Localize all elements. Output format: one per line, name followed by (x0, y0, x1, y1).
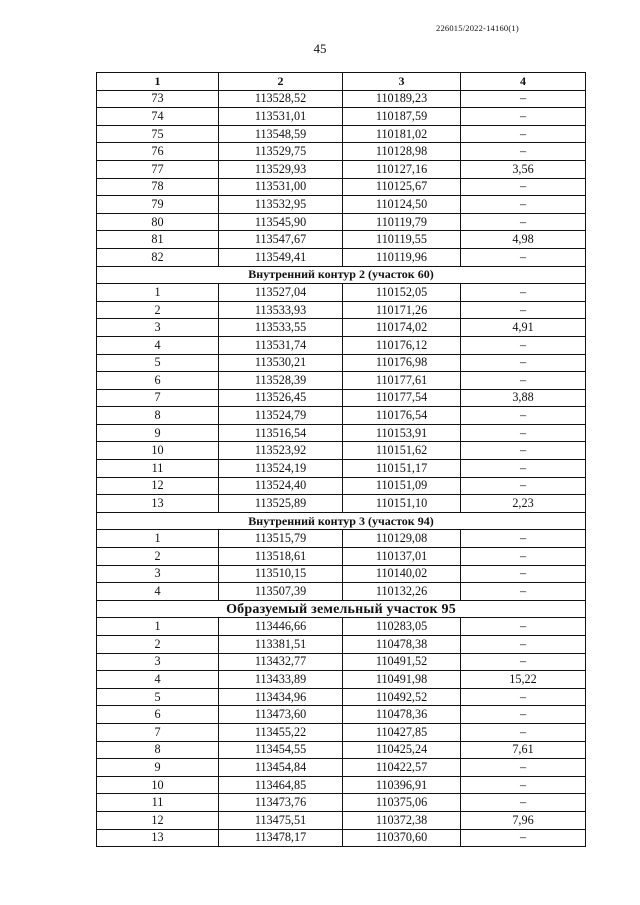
point-number-cell: 1 (97, 618, 219, 636)
x-coordinate-cell: 113527,04 (219, 284, 343, 302)
distance-cell: – (461, 213, 586, 231)
y-coordinate-cell: 110491,52 (343, 653, 461, 671)
point-number-cell: 10 (97, 442, 219, 460)
table-row (97, 160, 586, 178)
point-number-cell: 13 (97, 829, 219, 847)
distance-cell: – (461, 407, 586, 425)
y-coordinate-cell: 110153,91 (343, 424, 461, 442)
table-body (97, 90, 586, 847)
point-number-cell: 78 (97, 178, 219, 196)
y-coordinate-cell: 110187,59 (343, 108, 461, 126)
table-row (97, 354, 586, 372)
table-row (97, 196, 586, 214)
point-number-cell: 12 (97, 477, 219, 495)
point-number-cell: 3 (97, 653, 219, 671)
point-number-cell: 76 (97, 143, 219, 161)
y-coordinate-cell: 110119,55 (343, 231, 461, 249)
table-row (97, 424, 586, 442)
y-coordinate-cell: 110176,54 (343, 407, 461, 425)
x-coordinate-cell: 113524,19 (219, 460, 343, 478)
x-coordinate-cell: 113507,39 (219, 583, 343, 601)
distance-cell: – (461, 336, 586, 354)
coordinates-table (96, 72, 586, 847)
y-coordinate-cell: 110492,52 (343, 688, 461, 706)
section-header-row (97, 600, 586, 618)
point-number-cell: 1 (97, 530, 219, 548)
distance-cell: – (461, 284, 586, 302)
x-coordinate-cell: 113473,60 (219, 706, 343, 724)
y-coordinate-cell: 110425,24 (343, 741, 461, 759)
table-row (97, 90, 586, 108)
distance-cell: – (461, 442, 586, 460)
table-row (97, 231, 586, 249)
distance-cell: 15,22 (461, 671, 586, 689)
x-coordinate-cell: 113524,79 (219, 407, 343, 425)
y-coordinate-cell: 110129,08 (343, 530, 461, 548)
x-coordinate-cell: 113516,54 (219, 424, 343, 442)
section-header-row (97, 266, 586, 284)
y-coordinate-cell: 110119,96 (343, 248, 461, 266)
distance-cell: – (461, 354, 586, 372)
x-coordinate-cell: 113533,93 (219, 301, 343, 319)
table-row (97, 248, 586, 266)
document-number: 226015/2022-14160(1) (436, 23, 519, 33)
y-coordinate-cell: 110396,91 (343, 776, 461, 794)
x-coordinate-cell: 113475,51 (219, 811, 343, 829)
distance-cell: – (461, 424, 586, 442)
distance-cell: 4,98 (461, 231, 586, 249)
table-row (97, 706, 586, 724)
column-header: 1 (97, 73, 219, 91)
point-number-cell: 2 (97, 636, 219, 654)
y-coordinate-cell: 110177,54 (343, 389, 461, 407)
point-number-cell: 4 (97, 671, 219, 689)
header-row (97, 73, 586, 91)
point-number-cell: 77 (97, 160, 219, 178)
point-number-cell: 9 (97, 424, 219, 442)
table-row (97, 336, 586, 354)
x-coordinate-cell: 113478,17 (219, 829, 343, 847)
point-number-cell: 6 (97, 372, 219, 390)
x-coordinate-cell: 113528,39 (219, 372, 343, 390)
y-coordinate-cell: 110151,10 (343, 495, 461, 513)
point-number-cell: 79 (97, 196, 219, 214)
table-row (97, 319, 586, 337)
x-coordinate-cell: 113515,79 (219, 530, 343, 548)
point-number-cell: 7 (97, 389, 219, 407)
distance-cell: 3,88 (461, 389, 586, 407)
table-header (97, 73, 586, 91)
table-row (97, 653, 586, 671)
y-coordinate-cell: 110151,09 (343, 477, 461, 495)
table-row (97, 143, 586, 161)
table-row (97, 108, 586, 126)
distance-cell: – (461, 723, 586, 741)
table-row (97, 442, 586, 460)
y-coordinate-cell: 110125,67 (343, 178, 461, 196)
x-coordinate-cell: 113531,74 (219, 336, 343, 354)
x-coordinate-cell: 113528,52 (219, 90, 343, 108)
distance-cell: – (461, 178, 586, 196)
x-coordinate-cell: 113433,89 (219, 671, 343, 689)
section-title: Внутренний контур 2 (участок 60) (97, 266, 586, 284)
y-coordinate-cell: 110176,12 (343, 336, 461, 354)
column-header: 4 (461, 73, 586, 91)
y-coordinate-cell: 110152,05 (343, 284, 461, 302)
y-coordinate-cell: 110171,26 (343, 301, 461, 319)
x-coordinate-cell: 113531,01 (219, 108, 343, 126)
distance-cell: 3,56 (461, 160, 586, 178)
point-number-cell: 75 (97, 125, 219, 143)
table-row (97, 723, 586, 741)
point-number-cell: 3 (97, 565, 219, 583)
table-row (97, 530, 586, 548)
point-number-cell: 4 (97, 336, 219, 354)
distance-cell: 7,61 (461, 741, 586, 759)
y-coordinate-cell: 110189,23 (343, 90, 461, 108)
y-coordinate-cell: 110151,17 (343, 460, 461, 478)
point-number-cell: 2 (97, 548, 219, 566)
table-row (97, 301, 586, 319)
table-row (97, 618, 586, 636)
distance-cell: – (461, 196, 586, 214)
table-row (97, 671, 586, 689)
distance-cell: 4,91 (461, 319, 586, 337)
distance-cell: 2,23 (461, 495, 586, 513)
point-number-cell: 80 (97, 213, 219, 231)
x-coordinate-cell: 113529,93 (219, 160, 343, 178)
x-coordinate-cell: 113381,51 (219, 636, 343, 654)
point-number-cell: 6 (97, 706, 219, 724)
table-row (97, 372, 586, 390)
table-row (97, 548, 586, 566)
x-coordinate-cell: 113526,45 (219, 389, 343, 407)
x-coordinate-cell: 113510,15 (219, 565, 343, 583)
point-number-cell: 3 (97, 319, 219, 337)
y-coordinate-cell: 110132,26 (343, 583, 461, 601)
x-coordinate-cell: 113545,90 (219, 213, 343, 231)
x-coordinate-cell: 113532,95 (219, 196, 343, 214)
x-coordinate-cell: 113530,21 (219, 354, 343, 372)
column-header: 3 (343, 73, 461, 91)
point-number-cell: 12 (97, 811, 219, 829)
point-number-cell: 82 (97, 248, 219, 266)
distance-cell: – (461, 530, 586, 548)
y-coordinate-cell: 110478,38 (343, 636, 461, 654)
point-number-cell: 74 (97, 108, 219, 126)
distance-cell: – (461, 636, 586, 654)
table-row (97, 495, 586, 513)
y-coordinate-cell: 110283,05 (343, 618, 461, 636)
distance-cell: – (461, 372, 586, 390)
table-row (97, 477, 586, 495)
y-coordinate-cell: 110177,61 (343, 372, 461, 390)
distance-cell: 7,96 (461, 811, 586, 829)
x-coordinate-cell: 113446,66 (219, 618, 343, 636)
y-coordinate-cell: 110127,16 (343, 160, 461, 178)
distance-cell: – (461, 565, 586, 583)
x-coordinate-cell: 113454,55 (219, 741, 343, 759)
x-coordinate-cell: 113464,85 (219, 776, 343, 794)
point-number-cell: 13 (97, 495, 219, 513)
x-coordinate-cell: 113523,92 (219, 442, 343, 460)
distance-cell: – (461, 829, 586, 847)
distance-cell: – (461, 618, 586, 636)
x-coordinate-cell: 113547,67 (219, 231, 343, 249)
table-row (97, 213, 586, 231)
y-coordinate-cell: 110478,36 (343, 706, 461, 724)
table-row (97, 583, 586, 601)
table-row (97, 636, 586, 654)
point-number-cell: 11 (97, 460, 219, 478)
x-coordinate-cell: 113518,61 (219, 548, 343, 566)
page-number: 45 (313, 41, 327, 56)
x-coordinate-cell: 113549,41 (219, 248, 343, 266)
column-header: 2 (219, 73, 343, 91)
point-number-cell: 8 (97, 741, 219, 759)
x-coordinate-cell: 113454,84 (219, 759, 343, 777)
point-number-cell: 4 (97, 583, 219, 601)
point-number-cell: 10 (97, 776, 219, 794)
table-row (97, 178, 586, 196)
distance-cell: – (461, 125, 586, 143)
y-coordinate-cell: 110491,98 (343, 671, 461, 689)
distance-cell: – (461, 548, 586, 566)
x-coordinate-cell: 113525,89 (219, 495, 343, 513)
point-number-cell: 9 (97, 759, 219, 777)
x-coordinate-cell: 113531,00 (219, 178, 343, 196)
table-row (97, 811, 586, 829)
distance-cell: – (461, 706, 586, 724)
point-number-cell: 11 (97, 794, 219, 812)
y-coordinate-cell: 110119,79 (343, 213, 461, 231)
table-row (97, 460, 586, 478)
distance-cell: – (461, 477, 586, 495)
x-coordinate-cell: 113434,96 (219, 688, 343, 706)
distance-cell: – (461, 248, 586, 266)
x-coordinate-cell: 113524,40 (219, 477, 343, 495)
y-coordinate-cell: 110181,02 (343, 125, 461, 143)
table-row (97, 829, 586, 847)
point-number-cell: 7 (97, 723, 219, 741)
table-row (97, 565, 586, 583)
y-coordinate-cell: 110375,06 (343, 794, 461, 812)
table-row (97, 741, 586, 759)
x-coordinate-cell: 113432,77 (219, 653, 343, 671)
distance-cell: – (461, 90, 586, 108)
distance-cell: – (461, 301, 586, 319)
y-coordinate-cell: 110137,01 (343, 548, 461, 566)
y-coordinate-cell: 110174,02 (343, 319, 461, 337)
distance-cell: – (461, 688, 586, 706)
point-number-cell: 5 (97, 354, 219, 372)
x-coordinate-cell: 113455,22 (219, 723, 343, 741)
y-coordinate-cell: 110140,02 (343, 565, 461, 583)
table-row (97, 794, 586, 812)
point-number-cell: 73 (97, 90, 219, 108)
table-row (97, 125, 586, 143)
table-row (97, 759, 586, 777)
section-title: Внутренний контур 3 (участок 94) (97, 512, 586, 530)
point-number-cell: 5 (97, 688, 219, 706)
x-coordinate-cell: 113529,75 (219, 143, 343, 161)
section-header-row (97, 512, 586, 530)
distance-cell: – (461, 108, 586, 126)
y-coordinate-cell: 110372,38 (343, 811, 461, 829)
distance-cell: – (461, 794, 586, 812)
y-coordinate-cell: 110151,62 (343, 442, 461, 460)
distance-cell: – (461, 143, 586, 161)
y-coordinate-cell: 110176,98 (343, 354, 461, 372)
x-coordinate-cell: 113473,76 (219, 794, 343, 812)
distance-cell: – (461, 759, 586, 777)
table-row (97, 284, 586, 302)
distance-cell: – (461, 653, 586, 671)
point-number-cell: 8 (97, 407, 219, 425)
table-row (97, 389, 586, 407)
x-coordinate-cell: 113548,59 (219, 125, 343, 143)
y-coordinate-cell: 110370,60 (343, 829, 461, 847)
point-number-cell: 1 (97, 284, 219, 302)
x-coordinate-cell: 113533,55 (219, 319, 343, 337)
distance-cell: – (461, 776, 586, 794)
table-row (97, 688, 586, 706)
point-number-cell: 2 (97, 301, 219, 319)
y-coordinate-cell: 110427,85 (343, 723, 461, 741)
y-coordinate-cell: 110124,50 (343, 196, 461, 214)
table-row (97, 776, 586, 794)
point-number-cell: 81 (97, 231, 219, 249)
distance-cell: – (461, 460, 586, 478)
y-coordinate-cell: 110422,57 (343, 759, 461, 777)
y-coordinate-cell: 110128,98 (343, 143, 461, 161)
section-title: Образуемый земельный участок 95 (97, 600, 586, 618)
distance-cell: – (461, 583, 586, 601)
table-row (97, 407, 586, 425)
